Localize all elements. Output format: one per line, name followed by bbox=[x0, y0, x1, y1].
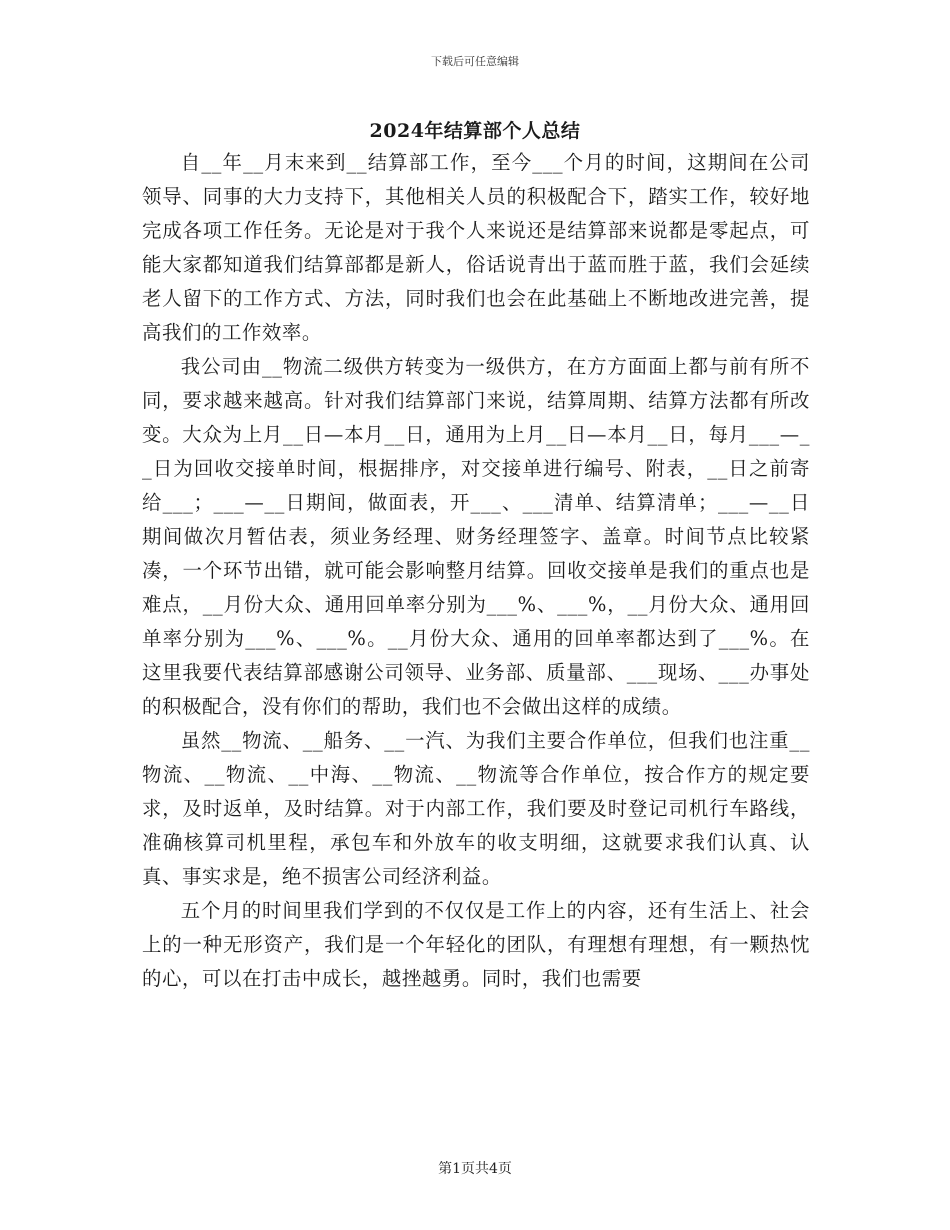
paragraph-4: 五个月的时间里我们学到的不仅仅是工作上的内容，还有生活上、社会上的一种无形资产，我们是一个年轻化的团队，有理想有理想，有一颗热忱的心，可以在打击中成长，越挫越勇。同时，我们也需要 bbox=[142, 899, 810, 990]
paragraph-3: 虽然__物流、__船务、__一汽、为我们主要合作单位，但我们也注重__物流、__物流、__中海、__物流、__物流等合作单位，按合作方的规定要求，及时返单，及时结算。对于内部工作，我们要及时登记司机行车路线，准确核算司机里程，承包车和外放车的收支明细，这就要求我们认真、认真、事实求是，绝不损害公司经济利益。 bbox=[142, 729, 810, 888]
paragraph-2: 我公司由__物流二级供方转变为一级供方，在方方面面上都与前有所不同，要求越来越高。针对我们结算部门来说，结算周期、结算方法都有所改变。大众为上月__日—本月__日，通用为上月__日—本月__日，每月___—__日为回收交接单时间，根据排序，对交接单进行编号、附表，__日之前寄给___；___—__日期间，做面表，开___、___清单、结算清单；___—__日期间做次月暂估表，须业务经理、财务经理签字、盖章。时间节点比较紧凑，一个环节出错，就可能会影响整月结算。回收交接单是我们的重点也是难点，__月份大众、通用回单率分别为___%、___%，__月份大众、通用回单率分别为___%、___%。__月份大众、通用的回单率都达到了___%。在这里我要代表结算部感谢公司领导、业务部、质量部、___现场、___办事处的积极配合，没有你们的帮助，我们也不会做出这样的成绩。 bbox=[142, 355, 810, 718]
document-title: 2024年结算部个人总结 bbox=[369, 120, 581, 142]
paragraph-1: 自__年__月末来到__结算部工作，至今___个月的时间，这期间在公司领导、同事的大力支持下，其他相关人员的积极配合下，踏实工作，较好地完成各项工作任务。无论是对于我个人来说还是结算部来说都是零起点，可能大家都知道我们结算部都是新人，俗话说青出于蓝而胜于蓝，我们会延续老人留下的工作方式、方法，同时我们也会在此基础上不断地改进完善，提高我们的工作效率。 bbox=[142, 151, 810, 344]
document-body bbox=[142, 146, 810, 996]
page-number: 第1页共4页 bbox=[438, 1161, 512, 1177]
download-edit-note: 下载后可任意编辑 bbox=[431, 55, 519, 68]
